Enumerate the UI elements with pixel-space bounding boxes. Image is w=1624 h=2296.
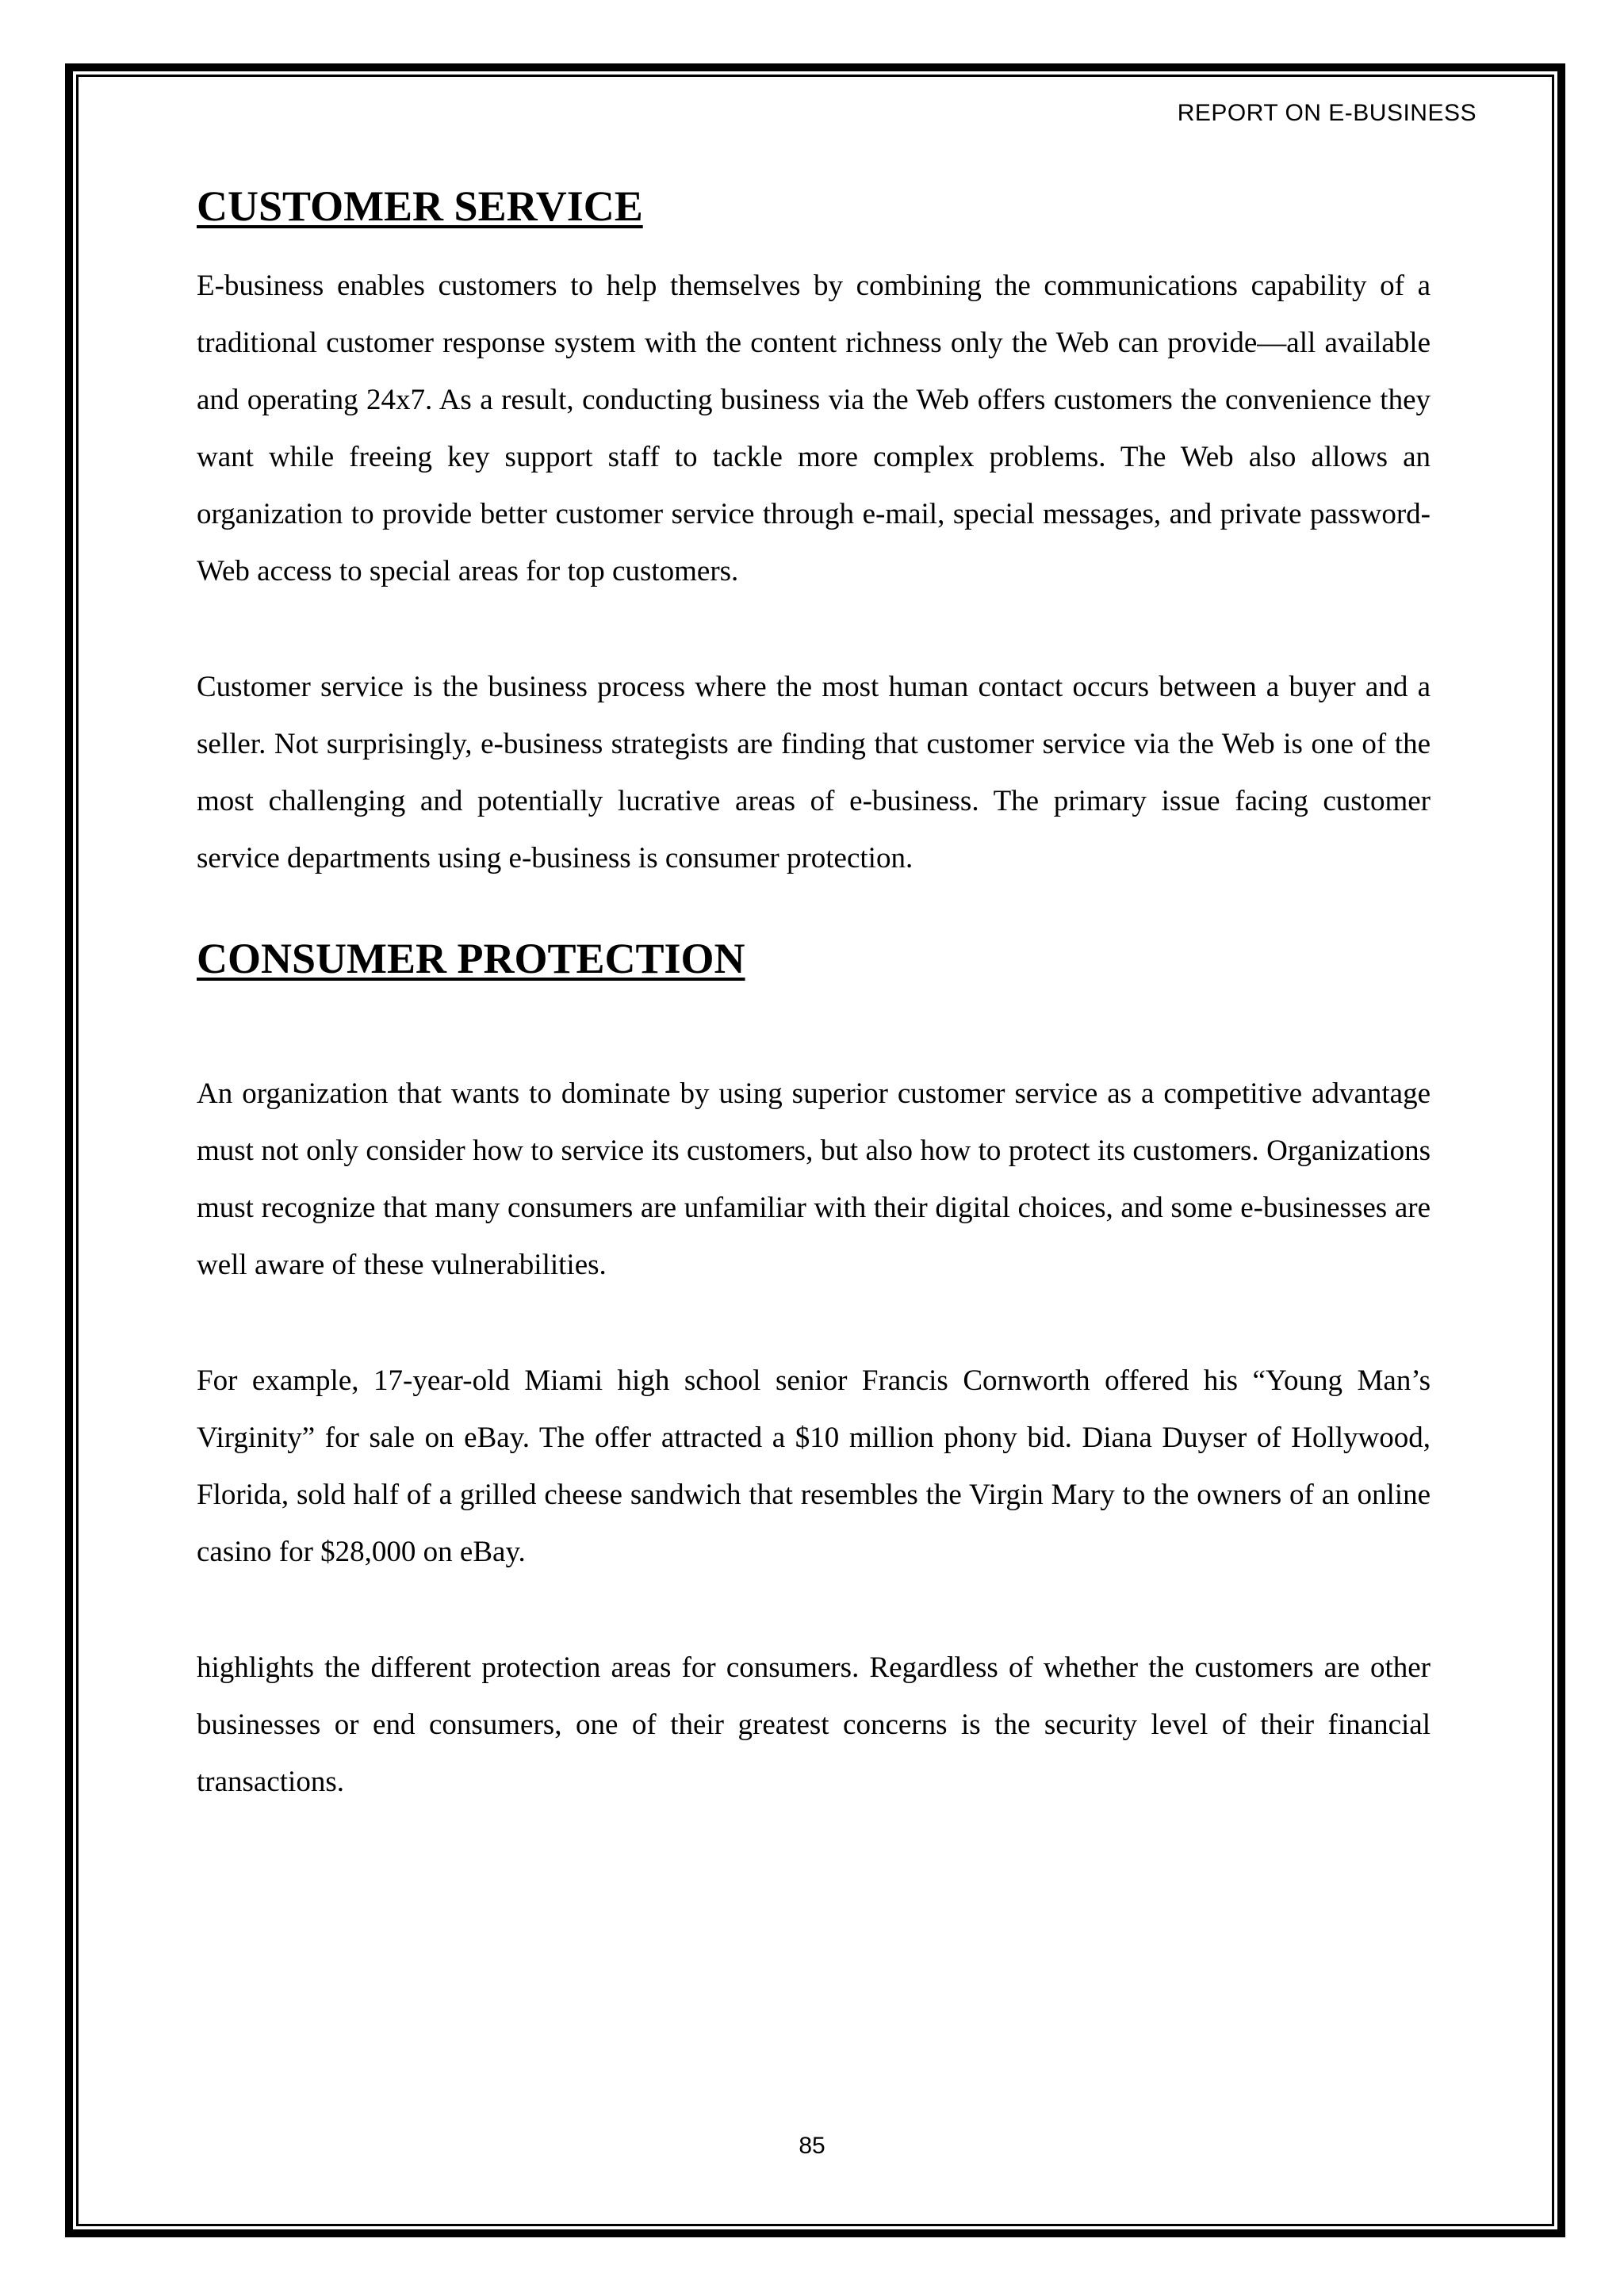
page-content: [197, 174, 1431, 1811]
page-number: 85: [799, 2133, 825, 2159]
paragraph-consumer-protection-3: highlights the different protection areas for consumers. Regardless of whether the customers are other businesses or end consumers, one of their greatest concerns is the security level of their financial transactions.: [197, 1651, 1431, 1798]
running-header: REPORT ON E-BUSINESS: [1177, 100, 1477, 126]
paragraph-consumer-protection-2: For example, 17-year-old Miami high school senior Francis Cornworth offered his “Young Man’s Virginity” for sale on eBay. The offer attracted a $10 million phony bid. Diana Duyser of Hollywood, Florida, sold half of a grilled cheese sandwich that resembles the Virgin Mary to the owners of an online casino for $28,000 on eBay.: [197, 1364, 1431, 1568]
section-heading-consumer-protection: CONSUMER PROTECTION: [197, 934, 745, 982]
paragraph-customer-service-1: E-business enables customers to help themselves by combining the communications capability of a traditional customer response system with the content richness only the Web can provide—all available and operating 24x7. As a result, conducting business via the Web offers customers the convenience they want while freeing key support staff to tackle more complex problems. The Web also allows an organization to provide better customer service through e-mail, special messages, and private password-Web access to special areas for top customers.: [197, 269, 1431, 587]
paragraph-customer-service-2: Customer service is the business process where the most human contact occurs between a buyer and a seller. Not surprisingly, e-business strategists are finding that customer service via the Web is one of the most challenging and potentially lucrative areas of e-business. The primary issue facing customer service departments using e-business is consumer protection.: [197, 670, 1431, 874]
section-heading-customer-service: CUSTOMER SERVICE: [197, 182, 643, 230]
paragraph-consumer-protection-1: An organization that wants to dominate by using superior customer service as a competitive advantage must not only consider how to service its customers, but also how to protect its customers. Organizations must recognize that many consumers are unfamiliar with their digital choices, and some e-businesses are well aware of these vulnerabilities.: [197, 1077, 1431, 1281]
